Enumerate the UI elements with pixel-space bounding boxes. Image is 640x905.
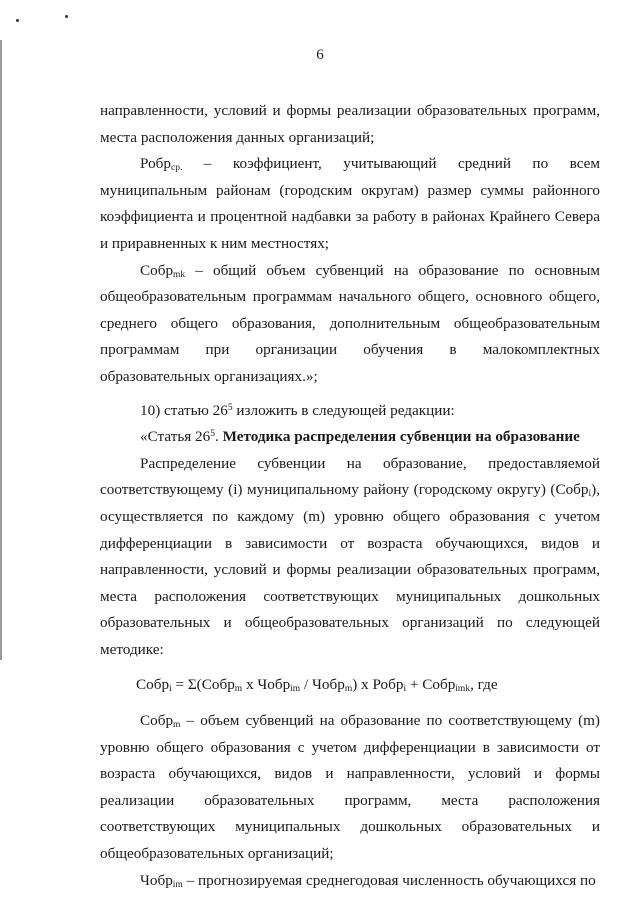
symbol: Робр <box>140 155 171 173</box>
article-label: «Статья 26 <box>140 428 211 446</box>
paragraph-sobr-mk-definition <box>100 258 600 391</box>
formula-subscript: i <box>403 684 407 695</box>
paragraph: направленности, условий и формы реализации образовательных программ, места расположения данных организаций; <box>100 102 600 146</box>
superscript: 5 <box>227 402 233 413</box>
formula-part: + Собр <box>406 676 456 694</box>
page-number: 6 <box>316 47 324 63</box>
subscript: i <box>588 489 592 500</box>
symbol-subscript: im <box>172 879 183 890</box>
article-dot: . <box>214 428 223 446</box>
paragraph-text: ), осуществляется по каждому (m) уровню общего образования с учетом дифференциации в зависимости от возраста обучающихся, видов и направленности, условий и формы реализации образовательных программ, места расположения соответствующих муниципальных дошкольных образовательных и общеобразовательных организаций по следующей методике: <box>100 481 600 658</box>
paragraph-text: Распределение субвенции на образование, предоставляемой соответствующему (i) муниципальному району (городскому округу) (Собр <box>100 454 600 499</box>
formula-subscript: m <box>234 684 243 695</box>
definition-text: – коэффициент, учитывающий средний по всем муниципальным районам (городским округам) размер суммы районного коэффициента и процентной надбавки за работу в районах Крайнего Севера и приравненных к ним местностях; <box>100 155 600 252</box>
article-heading <box>100 424 600 451</box>
definition-text: – прогнозируемая среднегодовая численность обучающихся по <box>182 871 596 889</box>
document-body <box>100 98 600 894</box>
symbol-subscript: ср. <box>170 163 183 174</box>
paragraph-chobr-im-definition <box>100 868 600 895</box>
formula-subscript: i <box>169 684 172 695</box>
symbol: Собр <box>140 261 174 279</box>
formula <box>100 672 600 699</box>
formula-part: , где <box>470 676 498 694</box>
formula-part: Собр <box>136 676 170 694</box>
item-text: изложить в следующей редакции: <box>232 401 455 419</box>
symbol-subscript: mk <box>173 269 186 280</box>
formula-part: x Чобр <box>242 676 291 694</box>
scan-speck <box>16 19 19 22</box>
formula-part: / Чобр <box>300 676 345 694</box>
formula-subscript: m <box>344 684 353 695</box>
superscript: 5 <box>210 429 215 440</box>
article-title: Методика распределения субвенции на образование <box>222 428 580 446</box>
formula-subscript: im <box>290 684 301 695</box>
definition-text: – общий объем субвенций на образование по основным общеобразовательным программам начального общего, основного общего, среднего общего образования, дополнительным общеобразовательным программам при организации обучения в малокомплектных образовательных организациях.»; <box>100 261 600 385</box>
paragraph-robr-definition <box>100 151 600 257</box>
definition-text: – объем субвенций на образование по соответствующему (m) уровню общего образования с учетом дифференциации в зависимости от возраста обучающихся, видов и направленности, условий и формы реализации образовательных программ, места расположения соответствующих муниципальных дошкольных образовательных и общеобразовательных организаций; <box>100 712 600 863</box>
formula-part: = Σ(Собр <box>171 676 235 694</box>
formula-subscript: imk <box>455 684 471 695</box>
paragraph-item-10 <box>100 398 600 425</box>
symbol: Чобр <box>140 871 173 889</box>
scan-speck <box>65 15 68 18</box>
paragraph-distribution <box>100 451 600 664</box>
item-text: 10) статью 26 <box>140 401 228 419</box>
paragraph-sobr-m-definition <box>100 708 600 868</box>
scan-edge <box>0 40 2 660</box>
formula-part: ) x Робр <box>352 676 404 694</box>
symbol: Собр <box>140 712 174 730</box>
symbol-subscript: m <box>173 720 181 731</box>
